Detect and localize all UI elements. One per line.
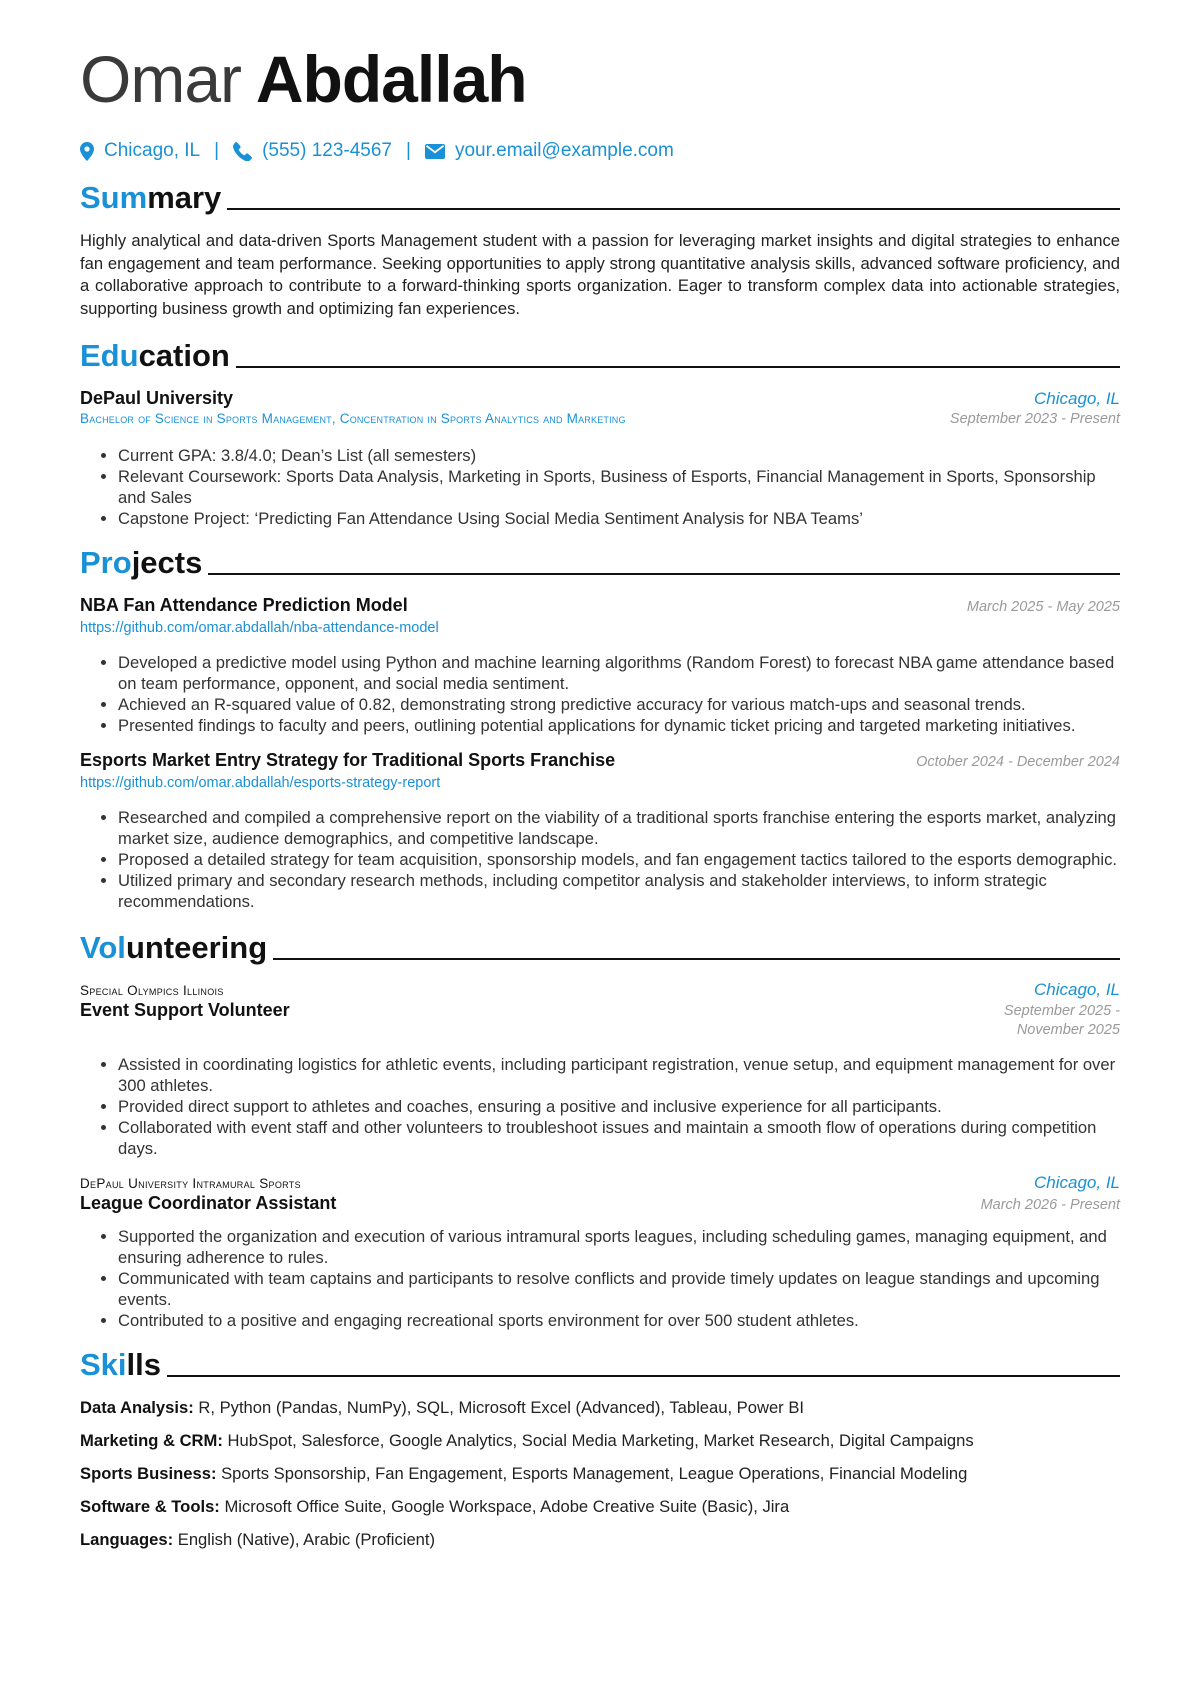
map-pin-icon [80,142,94,161]
volunteering-entry [80,980,1120,1159]
volunteering-entry [80,1173,1120,1331]
section-rule [236,366,1120,368]
school-name: DePaul University [80,388,234,408]
project-bullets [80,652,1120,736]
skill-row [80,1463,1120,1485]
section-rule [167,1375,1120,1377]
volunteering-bullets [80,1054,1120,1159]
organization-name: DePaul University Intramural Sports [80,1176,301,1191]
project-name: Esports Market Entry Strategy for Traditional Sports Franchise [80,750,616,770]
volunteering-date: September 2025 - November 2025 [1003,1003,1120,1038]
list-item: • Communicated with team captains and participants to resolve conflicts and provide timely updates on league standings and upcoming events. [118,1268,1120,1310]
skill-category: Software & Tools: [80,1497,220,1516]
first-name: Omar [80,42,241,116]
list-item: • Presented findings to faculty and peers, outlining potential applications for dynamic ticket pricing and targeted marketing initiatives. [118,715,1120,736]
list-item: • Assisted in coordinating logistics for athletic events, including participant registration, venue setup, and equipment management for over 300 athletes. [118,1054,1120,1096]
skill-values: English (Native), Arabic (Proficient) [177,1530,436,1549]
skill-category: Languages: [80,1530,174,1549]
skill-values: HubSpot, Salesforce, Google Analytics, Social Media Marketing, Market Research, Digital Campaigns [227,1431,974,1450]
section-title: Education [80,338,230,373]
volunteer-role: Event Support Volunteer [80,1000,290,1020]
list-item: • Relevant Coursework: Sports Data Analysis, Marketing in Sports, Business of Esports, Financial Management in Sports, Sponsorship and Sales [118,466,1120,508]
section-title: Summary [80,180,222,215]
school-location: Chicago, IL [1034,389,1120,408]
education-entry [80,388,1120,529]
location-text: Chicago, IL [104,140,201,161]
section-rule [208,573,1120,575]
last-name: Abdallah [255,42,527,116]
email-text: your.email@example.com [454,140,674,161]
skill-values: R, Python (Pandas, NumPy), SQL, Microsoft Excel (Advanced), Tableau, Power BI [198,1398,804,1417]
project-link[interactable]: https://github.com/omar.abdallah/esports-strategy-report [80,775,441,791]
contact-separator: | [406,140,411,161]
summary-text: Highly analytical and data-driven Sports Management student with a passion for leveraging market insights and digital strategies to enhance fan engagement and team performance. Seeking opportunities to apply strong quantitative analysis skills, advanced software proficiency, and a collaborative approach to contribute to a forward-thinking sports organization. Eager to transform complex data into actionable strategies, supporting business growth and optimizing fan experiences. [80,231,1120,318]
section-rule [227,208,1120,210]
section-title: Skills [80,1347,161,1382]
list-item: • Achieved an R-squared value of 0.82, demonstrating strong predictive accuracy for various match-ups and seasonal trends. [118,694,1120,715]
education-bullets [80,445,1120,529]
volunteering-location: Chicago, IL [1034,1173,1120,1192]
list-item: • Supported the organization and execution of various intramural sports leagues, including scheduling games, managing equipment, and ensuring adherence to rules. [118,1226,1120,1268]
section-title: Volunteering [80,930,268,965]
contact-separator: | [214,140,220,161]
section-title: Projects [80,545,203,580]
education-date: September 2023 - Present [949,411,1120,427]
projects-heading [80,539,1120,581]
project-link[interactable]: https://github.com/omar.abdallah/nba-attendance-model [80,620,439,636]
section-rule [273,958,1120,960]
project-date: March 2025 - May 2025 [966,599,1120,615]
list-item: • Proposed a detailed strategy for team acquisition, sponsorship models, and fan engagement tactics tailored to the esports demographic. [118,849,1120,870]
skill-category: Sports Business: [80,1464,217,1483]
list-item: • Researched and compiled a comprehensive report on the viability of a traditional sports franchise entering the esports market, analyzing market size, audience demographics, and competitive landscape. [118,807,1120,849]
project-name: NBA Fan Attendance Prediction Model [80,595,408,615]
project-entry [80,595,1120,736]
volunteering-date: March 2026 - Present [980,1197,1120,1213]
volunteering-bullets [80,1226,1120,1331]
list-item: • Collaborated with event staff and other volunteers to troubleshoot issues and maintain a smooth flow of operations during competition days. [118,1117,1120,1159]
skill-row [80,1430,1120,1452]
list-item: • Utilized primary and secondary research methods, including competitor analysis and stakeholder interviews, to inform strategic recommendations. [118,870,1120,912]
phone-text: (555) 123-4567 [262,140,392,161]
degree: Bachelor of Science in Sports Management, Concentration in Sports Analytics and Marketing [80,411,626,426]
contact-location [80,140,200,162]
contact-phone[interactable] [233,140,392,162]
phone-icon [233,142,252,161]
list-item: • Provided direct support to athletes and coaches, ensuring a positive and inclusive experience for all participants. [118,1096,1120,1117]
education-heading [80,332,1120,374]
organization-name: Special Olympics Illinois [80,983,224,998]
project-date: October 2024 - December 2024 [916,754,1120,770]
list-item: • Contributed to a positive and engaging recreational sports environment for over 500 student athletes. [118,1310,1120,1331]
skill-values: Microsoft Office Suite, Google Workspace, Adobe Creative Suite (Basic), Jira [224,1497,790,1516]
project-bullets [80,807,1120,912]
project-entry [80,750,1120,912]
skill-category: Marketing & CRM: [80,1431,223,1450]
volunteering-heading [80,924,1120,966]
list-item: • Current GPA: 3.8/4.0; Dean’s List (all semesters) [118,445,1120,466]
volunteering-location: Chicago, IL [1034,980,1120,999]
skills-list [80,1397,1120,1551]
skill-row [80,1496,1120,1518]
skill-category: Data Analysis: [80,1398,194,1417]
skill-row [80,1397,1120,1419]
skill-row [80,1529,1120,1551]
volunteer-role: League Coordinator Assistant [80,1193,337,1213]
envelope-icon [425,144,445,159]
list-item: • Capstone Project: ‘Predicting Fan Attendance Using Social Media Sentiment Analysis for NBA Teams’ [118,508,1120,529]
candidate-name [80,36,1120,122]
skill-values: Sports Sponsorship, Fan Engagement, Esports Management, League Operations, Financial Modeling [221,1464,968,1483]
contact-email[interactable] [425,140,674,162]
list-item: • Developed a predictive model using Python and machine learning algorithms (Random Forest) to forecast NBA game attendance based on team performance, opponent, and social media sentiment. [118,652,1120,694]
contact-line [80,136,1120,166]
skills-heading [80,1341,1120,1383]
summary-heading [80,174,1120,216]
